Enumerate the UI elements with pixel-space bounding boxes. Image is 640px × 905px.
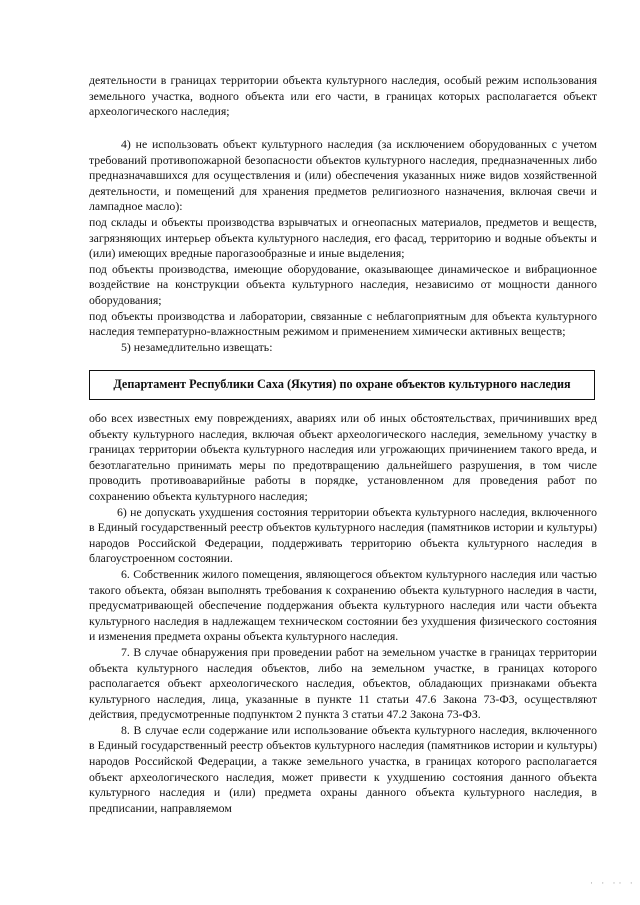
paragraph-section-8: 8. В случае если содержание или использование объекта культурного наследия, включенного в Единый государственный реестр объектов культурного наследия (памятников истории и культуры) народов Российской Федерации, а также земельного участка, в границах которого располагается объект археологического наследия, может привести к ухудшению состояния данного объекта культурного наследия и (или) предмета охраны данного объекта культурного наследия, в предписании, направляемом [89,722,597,815]
paragraph-continuation: деятельности в границах территории объекта культурного наследия, особый режим использования земельного участка, водного объекта или его части, в границах которых располагается объект археологического наследия; [89,73,597,119]
paragraph-item-4c: под объекты производства и лаборатории, связанные с неблагоприятным для объекта культурного наследия температурно-влажностным режимом и применением химически активных веществ; [89,308,597,339]
paragraph-item-5-continued: обо всех известных ему повреждениях, авариях или об иных обстоятельствах, причинивших вред объекту культурного наследия, включая объект археологического наследия, земельному участку в границах территории объекта культурного наследия или угрожающих причинением такого вреда, и безотлагательно принимать меры по предотвращению дальнейшего разрушения, в том числе проводить противоаварийные работы в порядке, установленном для проведения работ по сохранению объекта культурного наследия; [89,411,597,503]
paragraph-item-4b: под объекты производства, имеющие оборудование, оказывающее динамическое и вибрационное воздействие на конструкции объекта культурного наследия, независимо от мощности данного оборудования; [89,261,597,307]
scan-artifact: · · ·· · [590,878,636,888]
bottom-section [89,411,597,816]
department-header-box [89,370,595,400]
middle-section [89,137,597,355]
paragraph-item-4a: под склады и объекты производства взрывчатых и огнеопасных материалов, предметов и веществ, загрязняющих интерьер объекта культурного наследия, его фасад, территорию и водные объекты и (или) имеющих вредные парогазообразные и иные выделения; [89,214,597,261]
department-title: Департамент Республики Саха (Якутия) по охране объектов культурного наследия [113,377,571,391]
paragraph-item-6-sub: 6) не допускать ухудшения состояния территории объекта культурного наследия, включенного в Единый государственный реестр объектов культурного наследия (памятников истории и культуры) народов Российской Федерации, поддерживать территорию объекта культурного наследия в благоустроенном состоянии. [89,504,597,566]
paragraph-section-7: 7. В случае обнаружения при проведении работ на земельном участке в границах территории объекта культурного наследия объектов, либо на земельном участке, в границах которого располагается объект археологического наследия, объектов, обладающих признаками объекта культурного наследия, лица, указанные в пункте 11 статьи 47.6 Закона 73-ФЗ, осуществляют действия, предусмотренные подпунктом 2 пункта 3 статьи 47.2 Закона 73-ФЗ. [89,644,597,722]
paragraph-item-5: 5) незамедлительно извещать: [121,339,273,354]
paragraph-item-4: 4) не использовать объект культурного наследия (за исключением оборудованных с учетом требований противопожарной безопасности объектов культурного наследия, предназначенных либо предназначавшихся для осуществления и (или) обеспечения указанных ниже видов хозяйственной деятельности, и помещений для хранения предметов религиозного назначения, включая свечи и лампадное масло): [89,137,597,214]
paragraph-section-6: 6. Собственник жилого помещения, являющегося объектом культурного наследия или частью такого объекта, обязан выполнять требования к сохранению объекта культурного наследия в части, предусматривающей обеспечение поддержания объекта культурного наследия или части объекта культурного наследия в надлежащем техническом состоянии без ухудшения физического состояния и изменения предмета охраны объекта культурного наследия. [89,566,597,644]
top-section [89,73,597,120]
